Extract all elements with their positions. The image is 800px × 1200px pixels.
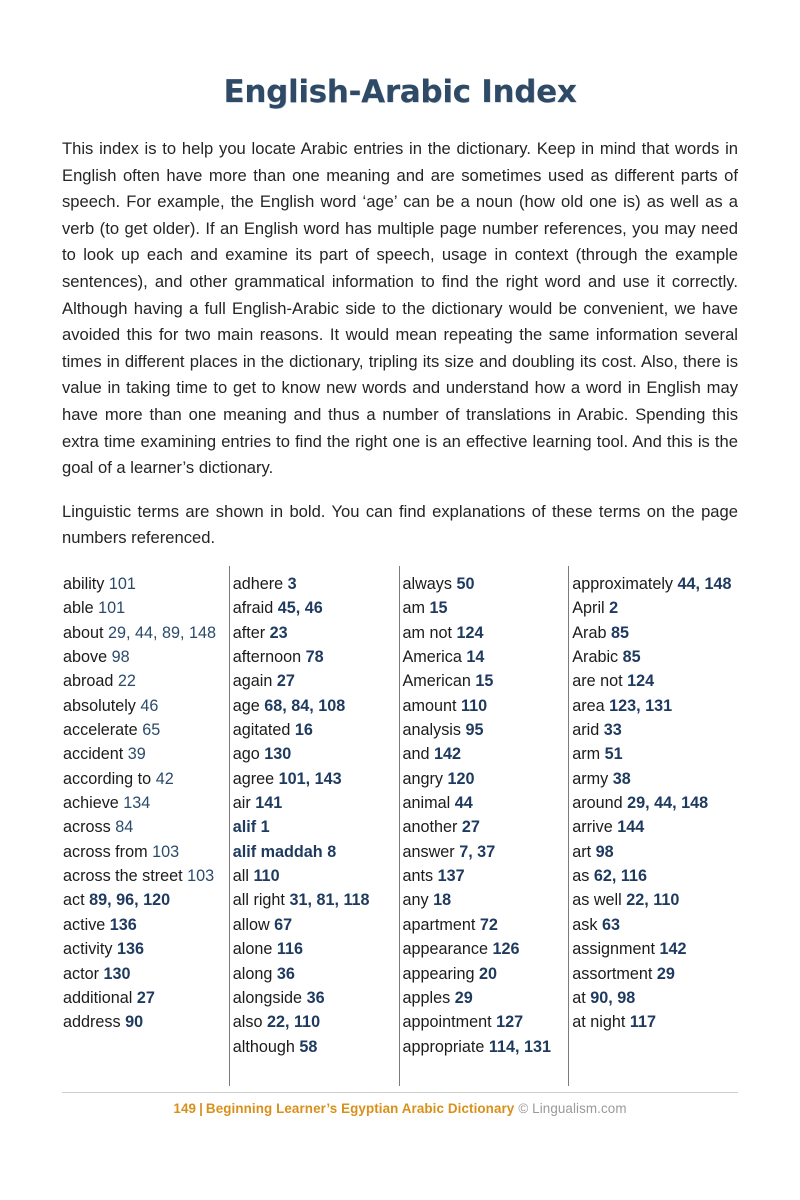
index-entry-pages: 62, 116 <box>593 867 647 886</box>
index-entry-headword: am not <box>402 623 452 642</box>
index-entry-pages: 123, 131 <box>609 696 673 715</box>
index-entry-headword: accelerate <box>63 721 138 740</box>
index-entry-pages: 84 <box>115 818 134 837</box>
index-entry-pages: 22, 110 <box>626 891 680 910</box>
index-entry-headword: act <box>63 891 85 910</box>
index-entry-pages: 136 <box>109 915 137 934</box>
index-entry-pages: 114, 131 <box>488 1037 552 1056</box>
index-entry-pages: 29, 44, 89, 148 <box>108 623 217 642</box>
index-entry-pages: 65 <box>142 721 161 740</box>
index-entry-headword: alif <box>232 818 257 837</box>
index-entry <box>233 596 393 620</box>
index-entry-pages: 44, 148 <box>677 575 732 593</box>
index-entry <box>403 962 563 986</box>
index-entry <box>63 962 223 986</box>
index-entry <box>572 791 732 815</box>
index-entry <box>233 815 393 839</box>
index-entry <box>233 840 393 864</box>
index-entry-headword: although <box>232 1037 295 1056</box>
index-entry-headword: assignment <box>572 940 656 959</box>
index-entry-pages: 72 <box>479 915 498 934</box>
index-entry <box>572 1010 732 1034</box>
index-entry-headword: any <box>402 891 429 910</box>
index-entry <box>63 718 223 742</box>
index-entry-headword: across from <box>63 842 148 861</box>
page-title: English-Arabic Index <box>223 74 577 110</box>
index-entry-pages: 27 <box>276 672 295 691</box>
index-entry-headword: arid <box>572 721 600 740</box>
index-entry <box>572 596 732 620</box>
index-entry-headword: additional <box>63 988 133 1007</box>
index-entry <box>233 718 393 742</box>
index-entry-pages: 95 <box>465 721 484 740</box>
index-columns <box>62 566 738 1086</box>
index-entry-headword: able <box>63 599 94 618</box>
index-entry-pages: 27 <box>461 818 480 837</box>
index-entry-pages: 137 <box>437 867 465 886</box>
index-entry-headword: abroad <box>63 672 114 691</box>
index-entry-headword: American <box>402 672 471 691</box>
index-entry-pages: 7, 37 <box>459 842 496 861</box>
index-entry-headword: as well <box>572 891 622 910</box>
index-entry-pages: 85 <box>622 648 641 667</box>
index-entry-headword: amount <box>402 696 457 715</box>
index-entry-headword: absolutely <box>63 696 136 715</box>
index-entry <box>63 767 223 791</box>
index-column-4 <box>568 566 738 1086</box>
index-entry <box>572 645 732 669</box>
index-entry-headword: adhere <box>232 575 284 593</box>
footer-page-number: 149 <box>173 1101 197 1116</box>
index-entry <box>403 864 563 888</box>
index-entry-headword: ask <box>572 915 598 934</box>
index-entry-pages: 27 <box>136 988 155 1007</box>
index-entry <box>403 572 563 596</box>
index-entry-pages: 98 <box>111 648 130 667</box>
index-entry-pages: 31, 81, 118 <box>289 891 370 910</box>
index-entry <box>233 913 393 937</box>
index-entry-headword: are not <box>572 672 623 691</box>
index-entry-headword: across the street <box>63 867 183 886</box>
index-entry-headword: apartment <box>402 915 476 934</box>
index-entry <box>403 1035 563 1059</box>
index-entry-pages: 22 <box>117 672 136 691</box>
index-entry-headword: America <box>402 648 462 667</box>
index-entry-headword: army <box>572 769 609 788</box>
index-entry-pages: 14 <box>466 648 485 667</box>
index-entry <box>233 888 393 912</box>
index-entry <box>63 669 223 693</box>
index-column-3 <box>399 566 569 1086</box>
footer-divider <box>62 1092 738 1093</box>
index-entry <box>572 669 732 693</box>
index-entry <box>233 937 393 961</box>
index-entry <box>572 962 732 986</box>
index-entry-headword: ants <box>402 867 434 886</box>
index-entry-pages: 22, 110 <box>266 1013 321 1032</box>
index-entry-headword: at <box>572 988 586 1007</box>
index-entry <box>233 791 393 815</box>
index-entry <box>572 621 732 645</box>
index-entry-pages: 36 <box>306 988 325 1007</box>
index-entry-pages: 130 <box>103 964 131 983</box>
index-entry <box>63 815 223 839</box>
index-entry-pages: 116 <box>276 940 303 959</box>
index-entry-headword: air <box>232 794 251 813</box>
index-entry-pages: 38 <box>612 769 631 788</box>
index-entry-pages: 44 <box>454 794 473 813</box>
index-entry <box>63 621 223 645</box>
index-entry <box>233 742 393 766</box>
index-entry-pages: 136 <box>116 940 144 959</box>
index-entry-headword: area <box>572 696 605 715</box>
index-entry <box>403 694 563 718</box>
index-entry-pages: 68, 84, 108 <box>264 696 346 715</box>
index-entry <box>403 986 563 1010</box>
index-entry-headword: actor <box>63 964 99 983</box>
intro-paragraph-1: This index is to help you locate Arabic entries in the dictionary. Keep in mind that words in English often have more than one meaning and are sometimes used as different parts of speech. For example, the English word ‘age’ can be a noun (how old one is) as well as a verb (to get older). If an English word has multiple page number references, you may need to look up each and examine its part of speech, usage in context (through the example sentences), and other grammatical information to find the right word and use it correctly. Although having a full English-Arabic side to the dictionary would be convenient, we have avoided this for two main reasons. It would mean repeating the same information several times in different places in the dictionary, tripling its size and doubling its cost. Also, there is value in taking time to get to know new words and understand how a word in English may have more than one meaning and thus a number of translations in Arabic. Spending this extra time examining entries to find the right one is an effective learning tool. And this is the goal of a learner’s dictionary. <box>62 139 738 478</box>
index-entry-pages: 36 <box>276 964 295 983</box>
index-entry-headword: around <box>572 794 623 813</box>
index-entry-headword: agree <box>232 769 275 788</box>
index-entry <box>572 986 732 1010</box>
index-entry-pages: 110 <box>253 867 280 886</box>
index-entry-headword: assortment <box>572 964 653 983</box>
index-entry-pages: 8 <box>327 842 337 861</box>
index-entry-headword: active <box>63 915 106 934</box>
index-entry-pages: 15 <box>429 599 448 618</box>
index-entry <box>403 669 563 693</box>
index-entry-pages: 50 <box>456 575 475 593</box>
index-entry-headword: alone <box>232 940 273 959</box>
index-entry-pages: 46 <box>140 696 159 715</box>
index-entry <box>63 572 223 596</box>
index-entry-headword: above <box>63 648 108 667</box>
index-entry-headword: allow <box>232 915 270 934</box>
index-entry-pages: 85 <box>610 623 629 642</box>
index-entry-pages: 29 <box>656 964 675 983</box>
index-entry-headword: am <box>402 599 425 618</box>
index-entry <box>403 596 563 620</box>
index-entry-headword: also <box>232 1013 263 1032</box>
index-entry-pages: 63 <box>601 915 620 934</box>
index-entry-pages: 16 <box>294 721 313 740</box>
index-entry-pages: 39 <box>127 745 146 764</box>
index-entry-headword: approximately <box>572 575 674 593</box>
index-entry-headword: all <box>232 867 249 886</box>
index-entry-pages: 23 <box>269 623 288 642</box>
index-entry-headword: art <box>572 842 592 861</box>
index-entry <box>572 572 732 596</box>
index-entry-headword: all right <box>232 891 285 910</box>
index-entry-pages: 134 <box>123 794 151 813</box>
index-entry <box>403 913 563 937</box>
index-entry <box>572 937 732 961</box>
index-entry-headword: always <box>402 575 452 593</box>
index-entry <box>572 864 732 888</box>
index-entry-headword: arm <box>572 745 601 764</box>
index-entry-pages: 89, 96, 120 <box>89 891 171 910</box>
index-entry-headword: address <box>63 1013 121 1032</box>
index-entry-pages: 142 <box>659 940 687 959</box>
index-entry-pages: 124 <box>627 672 655 691</box>
index-entry-headword: ability <box>63 575 105 593</box>
index-entry-pages: 45, 46 <box>277 599 323 618</box>
index-entry <box>233 669 393 693</box>
index-entry <box>403 742 563 766</box>
index-entry-pages: 18 <box>433 891 452 910</box>
index-entry <box>233 767 393 791</box>
index-entry <box>63 694 223 718</box>
index-entry-pages: 33 <box>603 721 622 740</box>
index-entry-headword: ago <box>232 745 260 764</box>
index-entry-pages: 120 <box>447 769 475 788</box>
index-entry <box>63 596 223 620</box>
index-entry-headword: appointment <box>402 1013 492 1032</box>
index-entry-headword: as <box>572 867 590 886</box>
index-entry-headword: after <box>232 623 266 642</box>
index-entry <box>572 815 732 839</box>
index-entry-pages: 29, 44, 148 <box>627 794 709 813</box>
page-footer <box>0 1101 800 1116</box>
index-entry <box>572 840 732 864</box>
index-entry-headword: alongside <box>232 988 303 1007</box>
index-entry-headword: answer <box>402 842 455 861</box>
index-entry <box>63 1010 223 1034</box>
index-entry-pages: 130 <box>264 745 292 764</box>
index-entry-pages: 78 <box>305 648 324 667</box>
intro-paragraph-2: Linguistic terms are shown in bold. You can find explanations of these terms on the page numbers referenced. <box>62 501 738 548</box>
index-entry-headword: animal <box>402 794 451 813</box>
index-entry <box>403 1010 563 1034</box>
index-entry-pages: 90, 98 <box>590 988 636 1007</box>
index-entry-headword: appearing <box>402 964 475 983</box>
index-entry-pages: 126 <box>492 940 520 959</box>
index-entry-pages: 127 <box>496 1013 524 1032</box>
index-entry <box>233 986 393 1010</box>
index-entry <box>403 718 563 742</box>
index-entry-headword: across <box>63 818 111 837</box>
index-entry-headword: arrive <box>572 818 613 837</box>
index-entry <box>233 1035 393 1059</box>
index-entry-headword: April <box>572 599 605 618</box>
index-entry <box>233 962 393 986</box>
index-entry-pages: 142 <box>434 745 462 764</box>
index-entry <box>403 815 563 839</box>
index-entry-headword: achieve <box>63 794 119 813</box>
index-entry-headword: another <box>402 818 458 837</box>
index-entry <box>233 572 393 596</box>
index-entry-pages: 98 <box>595 842 614 861</box>
index-entry-headword: alif maddah <box>232 842 323 861</box>
index-entry-headword: appearance <box>402 940 489 959</box>
index-entry-headword: appropriate <box>402 1037 485 1056</box>
index-entry <box>572 888 732 912</box>
index-entry-pages: 103 <box>152 842 180 861</box>
index-entry <box>233 621 393 645</box>
index-entry-headword: angry <box>402 769 443 788</box>
index-column-1 <box>62 566 229 1086</box>
index-entry-pages: 3 <box>287 575 297 593</box>
index-entry-pages: 103 <box>187 867 215 886</box>
index-column-2 <box>229 566 399 1086</box>
index-entry-pages: 117 <box>629 1013 656 1032</box>
index-entry-pages: 90 <box>125 1013 144 1032</box>
index-entry-pages: 20 <box>479 964 498 983</box>
index-entry-pages: 101 <box>98 599 126 618</box>
footer-separator: | <box>199 1101 203 1116</box>
index-entry-headword: analysis <box>402 721 461 740</box>
index-entry-headword: Arabic <box>572 648 619 667</box>
index-entry-headword: and <box>402 745 430 764</box>
index-entry-headword: Arab <box>572 623 607 642</box>
index-entry <box>63 937 223 961</box>
index-entry <box>233 694 393 718</box>
index-entry <box>572 694 732 718</box>
index-entry <box>403 937 563 961</box>
index-entry <box>403 840 563 864</box>
index-entry-pages: 15 <box>475 672 494 691</box>
index-entry-pages: 101, 143 <box>278 769 342 788</box>
index-entry-pages: 110 <box>461 696 488 715</box>
index-entry <box>63 840 223 864</box>
index-entry-headword: afraid <box>232 599 274 618</box>
index-entry-headword: accident <box>63 745 124 764</box>
index-entry <box>572 767 732 791</box>
index-entry-headword: agitated <box>232 721 291 740</box>
index-entry <box>63 864 223 888</box>
index-entry <box>403 645 563 669</box>
footer-book-title: Beginning Learner’s Egyptian Arabic Dictionary <box>205 1101 515 1116</box>
index-entry <box>63 888 223 912</box>
index-entry-headword: age <box>232 696 260 715</box>
index-entry <box>63 913 223 937</box>
index-entry <box>63 791 223 815</box>
index-entry-pages: 2 <box>609 599 619 618</box>
index-entry <box>572 742 732 766</box>
index-entry-pages: 67 <box>274 915 293 934</box>
index-entry <box>572 913 732 937</box>
index-entry-headword: apples <box>402 988 451 1007</box>
index-entry-pages: 1 <box>260 818 270 837</box>
index-entry-pages: 51 <box>604 745 623 764</box>
index-entry-pages: 141 <box>255 794 283 813</box>
index-entry-headword: according to <box>63 769 152 788</box>
index-entry <box>63 742 223 766</box>
index-entry-pages: 42 <box>155 769 174 788</box>
index-entry-pages: 101 <box>108 575 136 593</box>
index-entry-pages: 29 <box>454 988 473 1007</box>
index-entry-pages: 58 <box>299 1037 318 1056</box>
index-entry <box>63 645 223 669</box>
index-entry <box>233 1010 393 1034</box>
index-entry <box>403 791 563 815</box>
index-entry <box>403 767 563 791</box>
index-entry <box>233 864 393 888</box>
index-entry-headword: at night <box>572 1013 626 1032</box>
index-entry <box>403 888 563 912</box>
index-entry <box>403 621 563 645</box>
index-entry <box>572 718 732 742</box>
index-entry-pages: 144 <box>617 818 645 837</box>
index-entry-headword: activity <box>63 940 113 959</box>
index-entry-pages: 124 <box>456 623 484 642</box>
index-entry-headword: afternoon <box>232 648 302 667</box>
index-entry-headword: again <box>232 672 273 691</box>
index-entry <box>63 986 223 1010</box>
index-entry-headword: along <box>232 964 273 983</box>
index-entry-headword: about <box>63 623 104 642</box>
index-entry <box>233 645 393 669</box>
footer-copyright: © Lingualism.com <box>518 1101 627 1116</box>
